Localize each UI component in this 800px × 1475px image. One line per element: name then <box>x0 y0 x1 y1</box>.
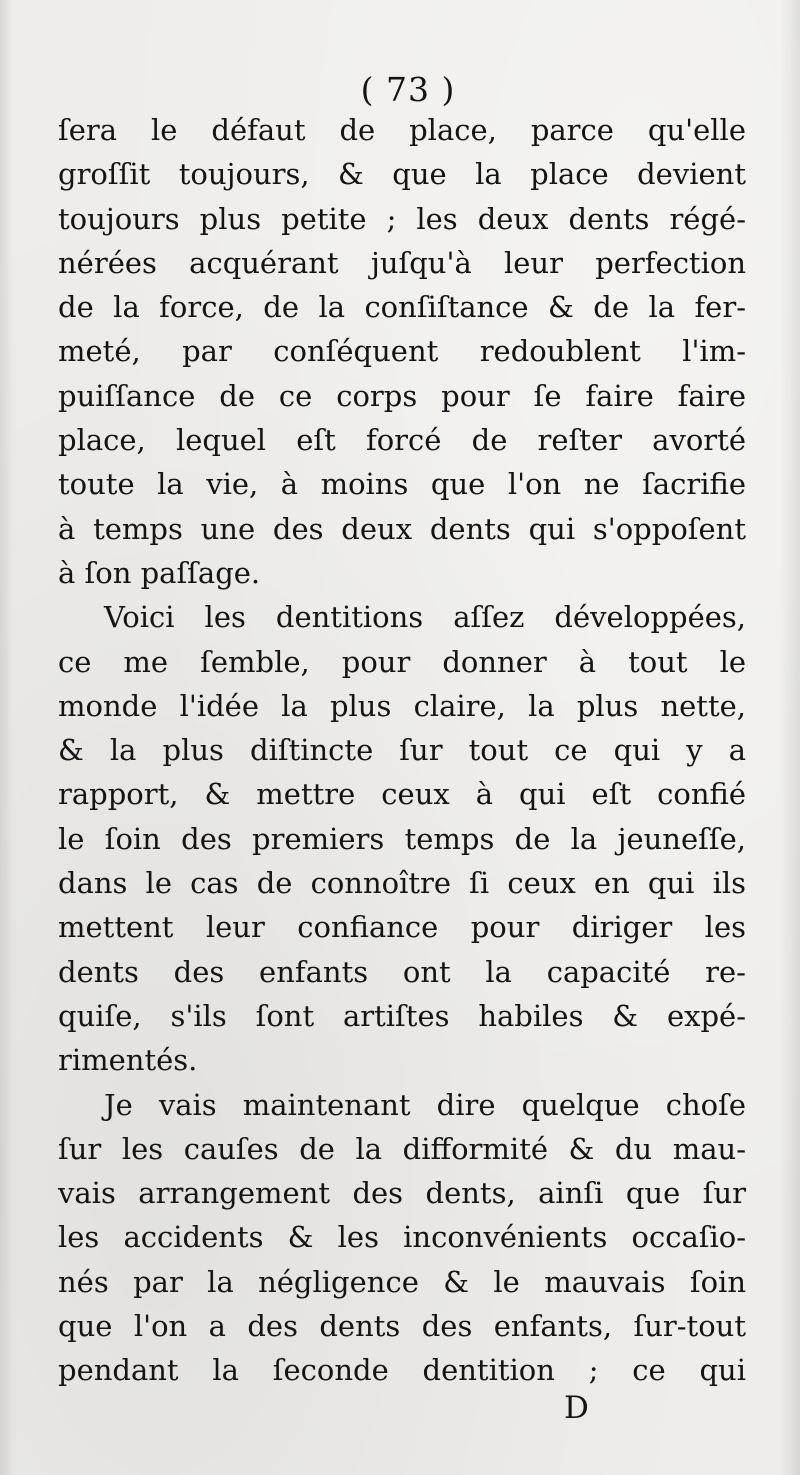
text-line: monde l'idée la plus claire, la plus nette, <box>58 688 746 723</box>
text-line: toute la vie, à moins que l'on ne ſacrifie <box>58 467 746 502</box>
signature-mark: D <box>564 1390 589 1426</box>
text-line: puiſſance de ce corps pour ſe faire faire <box>58 378 746 413</box>
text-line: de la force, de la conſiſtance & de la fer- <box>58 290 746 325</box>
text-line: quiſe, s'ils ſont artiſtes habiles & expé- <box>58 998 746 1033</box>
text-line: rapport, & mettre ceux à qui eſt confié <box>58 777 746 812</box>
text-line: que l'on a des dents des enfants, ſur-tout <box>58 1309 746 1344</box>
text-line: toujours plus petite ; les deux dents régé- <box>58 201 746 236</box>
text-line: & la plus diſtincte ſur tout ce qui y a <box>58 733 746 768</box>
text-line: vais arrangement des dents, ainſi que ſur <box>58 1176 746 1211</box>
text-line: à temps une des deux dents qui s'oppoſent <box>58 511 746 546</box>
text-line: meté, par conſéquent redoublent l'im- <box>58 334 746 369</box>
text-line: ſera le défaut de place, parce qu'elle <box>58 113 746 147</box>
text-line: à ſon paſſage. <box>58 555 261 590</box>
text-line: dans le cas de connoître ſi ceux en qui ils <box>58 866 746 901</box>
body-text <box>58 108 746 1393</box>
text-line: Voici les dentitions aſſez développées, <box>104 600 746 635</box>
text-line: nés par la négligence & le mauvais ſoin <box>58 1264 746 1299</box>
text-line: mettent leur confiance pour diriger les <box>58 910 746 945</box>
text-line: le ſoin des premiers temps de la jeuneſſe, <box>58 821 746 856</box>
text-line: ce me ſemble, pour donner à tout le <box>58 644 746 679</box>
text-line: nérées acquérant juſqu'à leur perfection <box>58 245 746 280</box>
page-number: ( 73 ) <box>360 70 456 109</box>
text-line: rimentés. <box>58 1043 198 1078</box>
text-line: dents des enfants ont la capacité re- <box>58 954 746 989</box>
text-line: pendant la ſeconde dentition ; ce qui <box>58 1353 746 1388</box>
text-line: les accidents & les inconvénients occaſio- <box>58 1220 746 1255</box>
text-line: groſſit toujours, & que la place devient <box>58 157 746 192</box>
text-line: place, lequel eſt forcé de reſter avorté <box>58 423 746 458</box>
text-line: Je vais maintenant dire quelque choſe <box>104 1087 746 1122</box>
text-line: ſur les cauſes de la difformité & du mau- <box>58 1131 746 1166</box>
